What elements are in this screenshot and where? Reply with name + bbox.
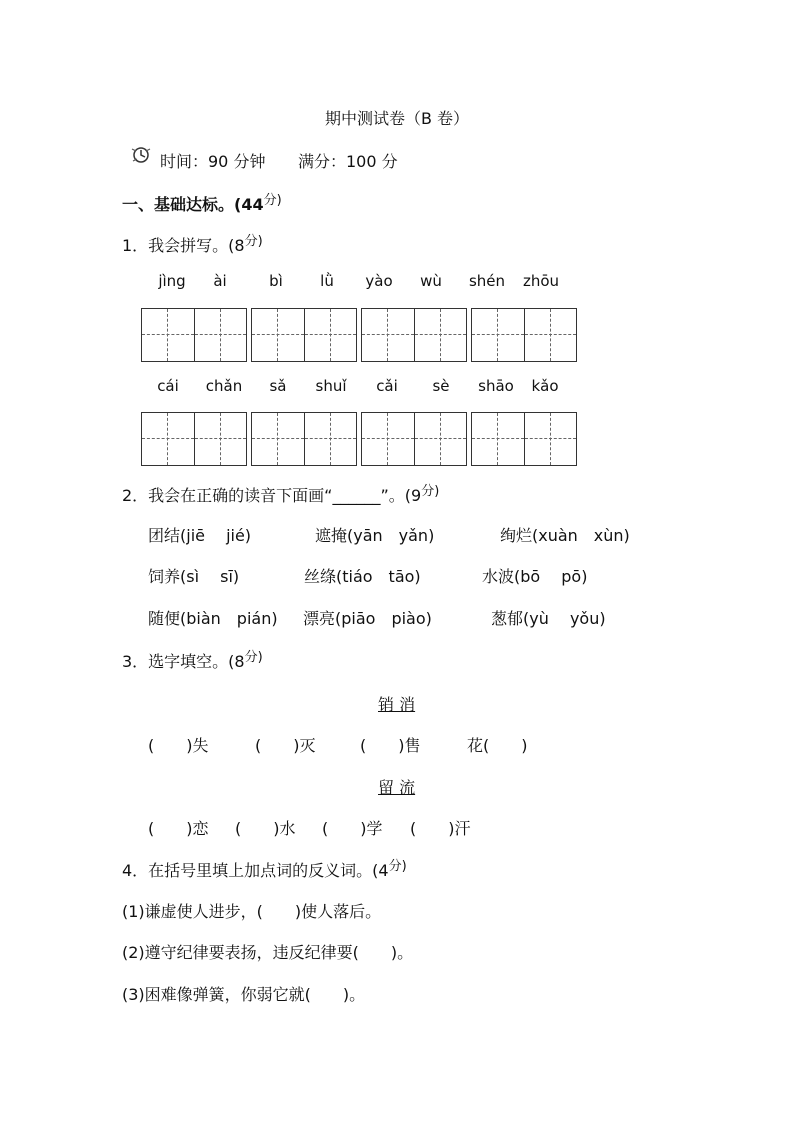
pinyin: wù <box>420 272 442 290</box>
pinyin: ài <box>213 272 227 290</box>
fill-blank[interactable]: ( )水 <box>235 819 296 838</box>
pinyin: bì <box>269 272 283 290</box>
reading-option[interactable]: 漂亮(piāo piào) <box>303 609 432 628</box>
writing-grid-row-1[interactable] <box>141 308 577 362</box>
question-1-points: 分) <box>244 234 263 249</box>
word-box[interactable] <box>471 412 577 466</box>
reading-option[interactable]: 丝绦(tiáo tāo) <box>304 567 421 586</box>
question-1-heading <box>122 233 263 256</box>
section-1-heading <box>122 192 282 215</box>
section-1-points: 分) <box>263 193 282 208</box>
fill-blank[interactable]: ( )灭 <box>255 736 316 755</box>
question-2-points: 分) <box>421 484 440 499</box>
word-box[interactable] <box>141 308 247 362</box>
pinyin: lǜ <box>320 272 334 290</box>
pinyin: cái <box>157 377 179 395</box>
pinyin: sǎ <box>269 377 287 395</box>
pinyin: sè <box>432 377 450 395</box>
word-box[interactable] <box>251 308 357 362</box>
reading-option[interactable]: 水波(bō pō) <box>482 567 588 586</box>
pinyin: yào <box>365 272 393 290</box>
pinyin: shén <box>468 272 506 290</box>
pinyin: zhōu <box>522 272 560 290</box>
reading-option[interactable]: 绚烂(xuàn xùn) <box>500 526 630 545</box>
pinyin: shāo <box>478 377 514 395</box>
question-4-label: 4．在括号里填上加点词的反义词。(4 <box>122 861 389 880</box>
question-4-points: 分) <box>388 859 407 874</box>
section-1-label: 一、基础达标。(44 <box>122 195 264 214</box>
word-box[interactable] <box>141 412 247 466</box>
character-choice-1: 销 消 <box>378 695 416 714</box>
exam-score: 满分：100 分 <box>298 152 398 171</box>
antonym-item[interactable]: (2)遵守纪律要表扬，违反纪律要( )。 <box>122 943 414 962</box>
question-3-label: 3．选字填空。(8 <box>122 652 245 671</box>
fill-blank[interactable]: ( )学 <box>322 819 383 838</box>
character-choice-2: 留 流 <box>378 778 416 797</box>
fill-blank[interactable]: ( )汗 <box>410 819 471 838</box>
question-3-heading <box>122 649 263 672</box>
fill-blank[interactable]: 花( ) <box>467 736 528 755</box>
pinyin: kǎo <box>531 377 559 395</box>
fill-blank[interactable]: ( )售 <box>360 736 421 755</box>
question-2-heading <box>122 483 439 506</box>
exam-time: 时间：90 分钟 <box>160 152 266 171</box>
reading-option[interactable]: 饲养(sì sī) <box>148 567 240 586</box>
question-1-label: 1．我会拼写。(8 <box>122 236 245 255</box>
word-box[interactable] <box>361 308 467 362</box>
reading-option[interactable]: 遮掩(yān yǎn) <box>315 526 435 545</box>
antonym-item[interactable]: (3)困难像弹簧，你弱它就( )。 <box>122 985 366 1004</box>
page-title: 期中测试卷（B 卷） <box>324 109 470 128</box>
fill-blank[interactable]: ( )失 <box>148 736 209 755</box>
pinyin: shuǐ <box>315 377 347 395</box>
antonym-item[interactable]: (1)谦虚使人进步，( )使人落后。 <box>122 902 382 921</box>
reading-option[interactable]: 葱郁(yù yǒu) <box>491 609 606 628</box>
fill-blank[interactable]: ( )恋 <box>148 819 209 838</box>
reading-option[interactable]: 团结(jiē jié) <box>148 526 252 545</box>
pinyin: jìng <box>158 272 186 290</box>
pinyin: chǎn <box>205 377 243 395</box>
clock-icon <box>130 146 152 168</box>
word-box[interactable] <box>471 308 577 362</box>
question-4-heading <box>122 858 407 881</box>
reading-option[interactable]: 随便(biàn pián) <box>148 609 278 628</box>
word-box[interactable] <box>361 412 467 466</box>
word-box[interactable] <box>251 412 357 466</box>
question-2-label: 2．我会在正确的读音下面画“______”。(9 <box>122 486 422 505</box>
writing-grid-row-2[interactable] <box>141 412 577 466</box>
question-3-points: 分) <box>244 650 263 665</box>
pinyin: cǎi <box>376 377 398 395</box>
